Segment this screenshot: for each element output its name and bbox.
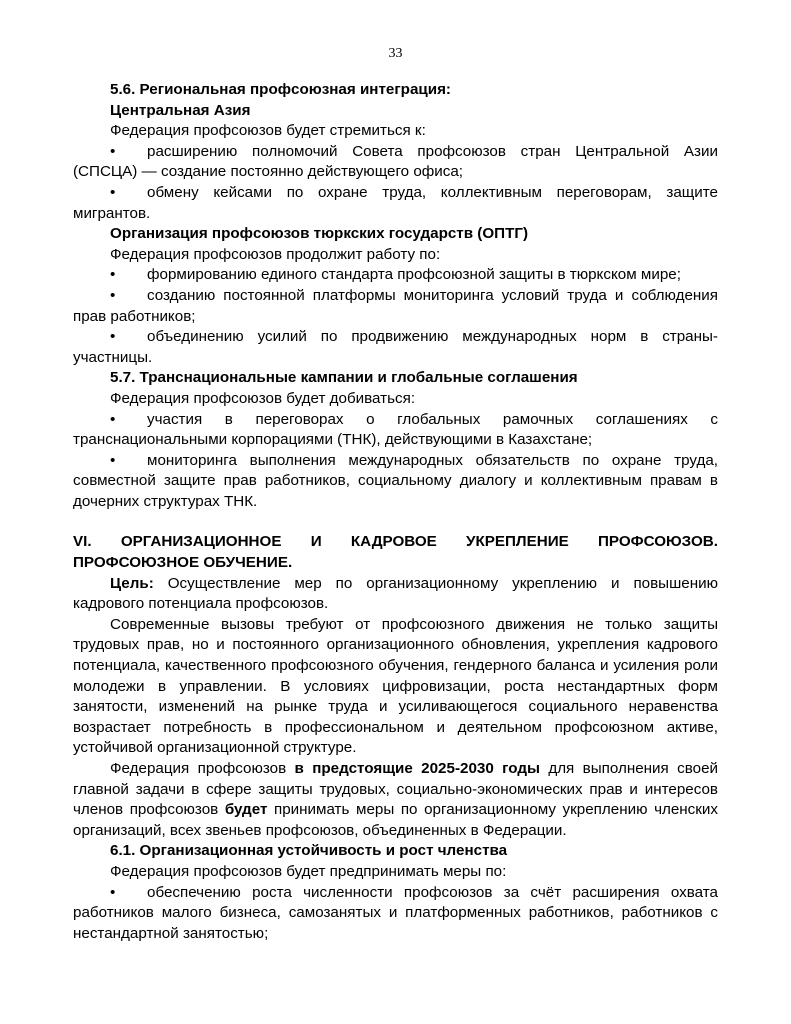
list-item: • мониторинга выполнения международных обязательств по охране труда, совместной защите прав работников, социальному диалогу и коллективным правам в дочерних структурах ТНК.	[73, 451, 718, 510]
list-item: • расширению полномочий Совета профсоюзов стран Центральной Азии (СПСЦА) — создание постоянно действующего офиса;	[73, 142, 718, 181]
bullet-marker: •	[110, 183, 116, 201]
list-item: • обеспечению роста численности профсоюзов за счёт расширения охвата работников малого бизнеса, самозанятых и платформенных работников, работников с нестандартной занятостью;	[73, 883, 718, 942]
bullet-marker: •	[110, 328, 116, 346]
bullet-marker: •	[110, 142, 116, 160]
period-emphasis: в предстоящие 2025-2030 годы	[294, 760, 540, 777]
bullet-marker: •	[110, 266, 116, 284]
section-6-1-intro: Федерация профсоюзов будет предпринимать меры по:	[110, 862, 507, 880]
goal-label: Цель:	[110, 574, 154, 592]
section-5-6-heading: 5.6. Региональная профсоюзная интеграция:	[110, 81, 451, 98]
goal-paragraph	[73, 574, 718, 615]
bullet-marker: •	[110, 286, 116, 304]
will-emphasis: будет	[224, 801, 268, 819]
optg-subheading: Организация профсоюзов тюркских государств (ОПТГ)	[110, 225, 529, 243]
list-item: • формированию единого стандарта профсоюзной защиты в тюркском мире;	[73, 265, 718, 286]
bullet-marker: •	[110, 410, 116, 428]
section-5-7-heading: 5.7. Транснациональные кампании и глобальные соглашения	[110, 369, 578, 387]
list-item: • созданию постоянной платформы мониторинга условий труда и соблюдения прав работников;	[73, 286, 718, 325]
section-6-1-heading: 6.1. Организационная устойчивость и рост членства	[110, 842, 508, 860]
list-item: • обмену кейсами по охране труда, коллективным переговорам, защите мигрантов.	[73, 183, 718, 222]
section-gap	[73, 512, 718, 532]
list-item: • участия в переговорах о глобальных рамочных соглашениях с транснациональными корпорациями (ТНК), действующими в Казахстане;	[73, 410, 718, 449]
optg-intro: Федерация профсоюзов продолжит работу по:	[110, 245, 441, 263]
list-item: • объединению усилий по продвижению международных норм в страны-участницы.	[73, 328, 718, 366]
bullet-marker: •	[110, 883, 116, 901]
goal-text: Осуществление мер по организационному укреплению и повышению кадрового потенциала профсоюзов.	[73, 574, 718, 613]
central-asia-intro: Федерация профсоюзов будет стремиться к:	[110, 122, 426, 140]
central-asia-subheading: Центральная Азия	[110, 101, 251, 119]
bullet-marker: •	[110, 451, 116, 469]
federation-paragraph: Федерация профсоюзов в предстоящие 2025-2030 годы для выполнения своей главной задачи в сфере защиты трудовых, социально-экономических прав и интересов членов профсоюзов будет принимать меры по организационному укреплению членских организаций, всех звеньев профсоюзов, объединенных в Федерации.	[73, 760, 718, 839]
section-6-heading: VI. ОРГАНИЗАЦИОННОЕ И КАДРОВОЕ УКРЕПЛЕНИЕ ПРОФСОЮЗОВ. ПРОФСОЮЗНОЕ ОБУЧЕНИЕ.	[73, 533, 718, 572]
page-content	[73, 80, 718, 944]
section-5-7-intro: Федерация профсоюзов будет добиваться:	[110, 389, 416, 407]
challenges-paragraph: Современные вызовы требуют от профсоюзного движения не только защиты трудовых прав, но и постоянного организационного обновления, укрепления кадрового потенциала, качественного профсоюзного обучения, гендерного баланса и усиления роли молодежи в управлении. В условиях цифровизации, роста нестандартных форм занятости, изменений на рынке труда и усиливающегося социального неравенства возрастает потребность в профессиональном и деятельном профсоюзном активе, устойчивой организационной структуре.	[73, 615, 718, 757]
page-number: 33	[388, 46, 403, 61]
